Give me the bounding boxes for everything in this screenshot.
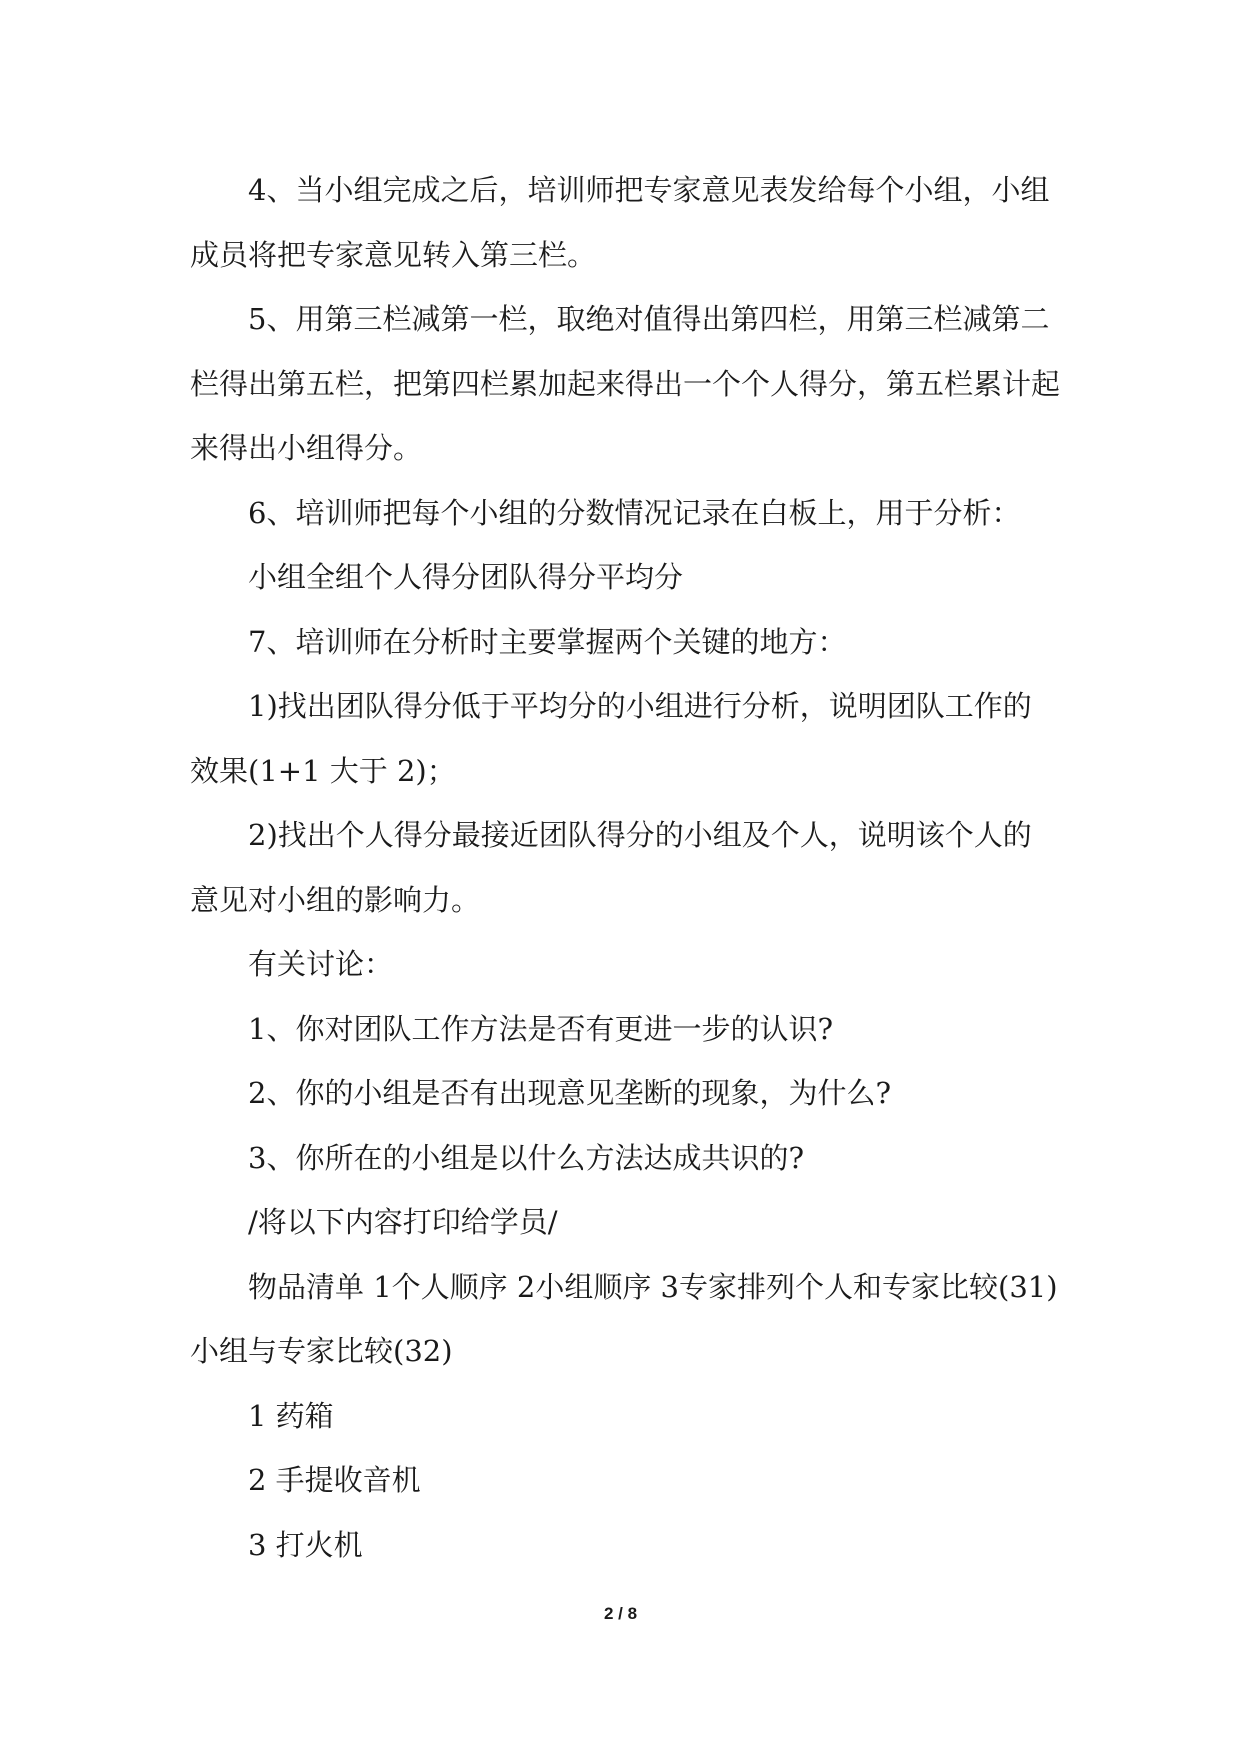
list-item-2: 2 手提收音机 (248, 1463, 421, 1497)
paragraph-print-note: /将以下内容打印给学员/ (248, 1205, 558, 1239)
paragraph-step-6: 6、培训师把每个小组的分数情况记录在白板上，用于分析： (248, 495, 1021, 530)
list-item-3: 3 打火机 (248, 1527, 363, 1562)
paragraph-step-7: 7、培训师在分析时主要掌握两个关键的地方： (248, 624, 847, 659)
paragraph-step-4: 4、当小组完成之后，培训师把专家意见表发给每个小组，小组成员将把专家意见转入第三栏。 (190, 173, 1050, 272)
paragraph-analysis-point-1: 1)找出团队得分低于平均分的小组进行分析，说明团队工作的效果(1+1 大于 2)； (190, 689, 1032, 788)
paragraph-step-5: 5、用第三栏减第一栏，取绝对值得出第四栏，用第三栏减第二栏得出第五栏，把第四栏累加起来得出一个个人得分，第五栏累计起来得出小组得分。 (190, 302, 1061, 465)
list-item-1: 1 药箱 (248, 1398, 334, 1433)
paragraph-discussion-q2: 2、你的小组是否有出现意见垄断的现象，为什么? (248, 1076, 891, 1110)
document-body (190, 158, 1060, 1577)
paragraph-discussion-q1: 1、你对团队工作方法是否有更进一步的认识? (248, 1011, 833, 1046)
page-number: 2 / 8 (603, 1604, 638, 1623)
paragraph-discussion-q3: 3、你所在的小组是以什么方法达成共识的? (248, 1140, 804, 1175)
paragraph-discussion-heading: 有关讨论： (248, 947, 394, 981)
paragraph-item-list-header: 物品清单 1个人顺序 2小组顺序 3专家排列个人和专家比较(31)小组与专家比较(32) (190, 1269, 1058, 1368)
paragraph-score-columns: 小组全组个人得分团队得分平均分 (248, 560, 684, 594)
paragraph-analysis-point-2: 2)找出个人得分最接近团队得分的小组及个人，说明该个人的意见对小组的影响力。 (190, 818, 1032, 917)
